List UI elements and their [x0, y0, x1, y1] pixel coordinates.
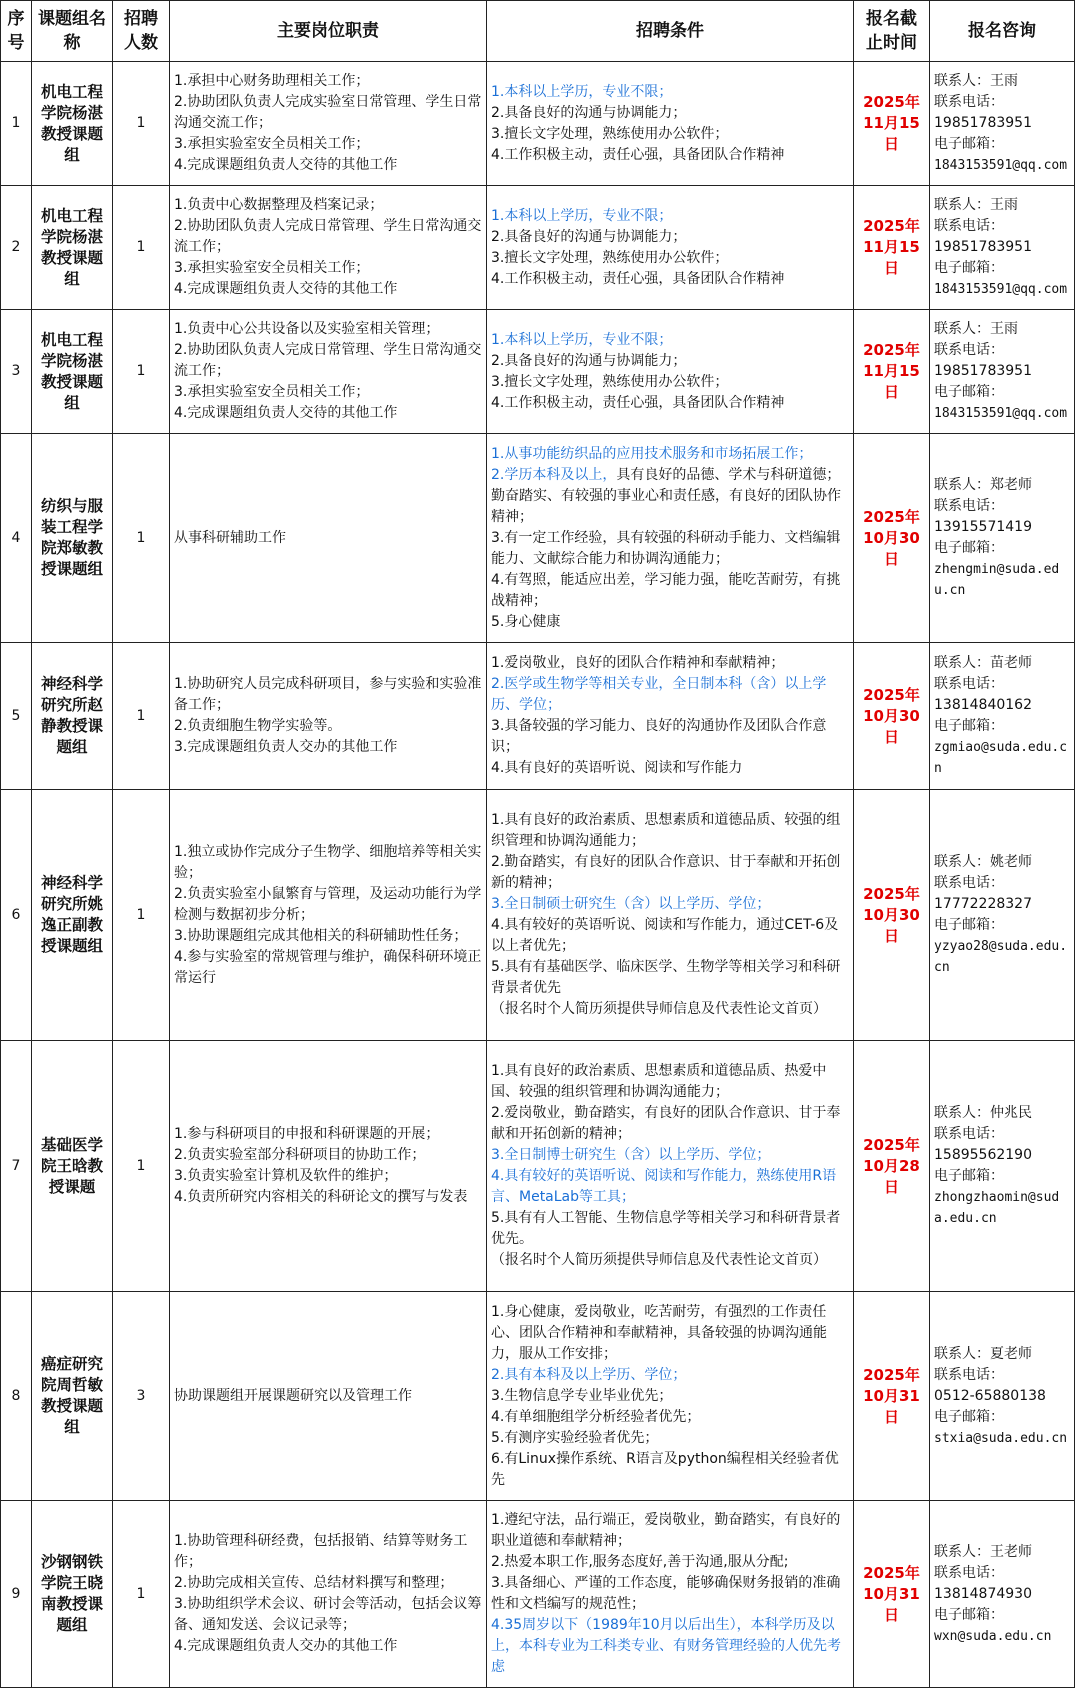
contact-person: 联系人：苗老师: [934, 655, 1032, 671]
duty-item: 1.承担中心财务助理相关工作；: [174, 73, 370, 89]
contact-email: zhengmin@suda.edu.cn: [934, 562, 1060, 598]
contact-email: zhongzhaomin@suda.edu.cn: [934, 1190, 1060, 1226]
duty-item: 4.完成课题组负责人交待的其他工作: [174, 281, 398, 297]
group-name: 癌症研究院周哲敏教授课题组: [32, 1292, 113, 1501]
requirement-item: 2.具备良好的沟通与协调能力；: [491, 228, 687, 245]
group-name: 机电工程学院杨湛教授课题组: [32, 62, 113, 186]
requirement-item: 5.具有有人工智能、生物信息学等相关学习和科研背景者优先。: [491, 1210, 841, 1247]
hire-count: 1: [113, 643, 170, 790]
table-row: [1, 643, 1075, 790]
contact-email: 1843153591@qq.com: [934, 406, 1068, 421]
group-name: 神经科学研究所姚逸正副教授课题组: [32, 790, 113, 1041]
contact-phone: 0512-65880138: [934, 1387, 1046, 1404]
contact-phone: 19851783951: [934, 363, 1032, 379]
contact-cell: [930, 310, 1075, 434]
requirements-cell: [487, 643, 854, 790]
requirement-item: 4.具有良好的英语听说、阅读和写作能力: [491, 760, 743, 776]
duty-item: 2.协助团队负责人完成日常管理、学生日常沟通交流工作；: [174, 218, 482, 255]
contact-phone-label: 联系电话：: [934, 1126, 1004, 1142]
contact-phone-label: 联系电话：: [934, 498, 1004, 514]
requirement-item: 2.医学或生物学等相关专业，全日制本科（含）以上学历、学位；: [491, 676, 827, 713]
requirements-cell: [487, 790, 854, 1041]
header-duties: 主要岗位职责: [170, 1, 487, 62]
deadline: 2025年10月30日: [854, 790, 930, 1041]
requirement-item: 3.全日制硕士研究生（含）以上学历、学位；: [491, 896, 771, 912]
hire-count: 1: [113, 790, 170, 1041]
row-seq: 1: [1, 62, 32, 186]
requirement-item: 3.全日制博士研究生（含）以上学历、学位；: [491, 1147, 771, 1163]
contact-phone: 15895562190: [934, 1147, 1032, 1163]
requirement-item: 1.身心健康，爱岗敬业，吃苦耐劳，有强烈的工作责任心、团队合作精神和奉献精神，具备较强的协调沟通能力，服从工作安排；: [491, 1303, 827, 1362]
duties-cell: [170, 1041, 487, 1292]
row-seq: 3: [1, 310, 32, 434]
requirement-item: 1.本科以上学历，专业不限；: [491, 83, 673, 100]
group-name: 机电工程学院杨湛教授课题组: [32, 186, 113, 310]
deadline: 2025年10月31日: [854, 1292, 930, 1501]
requirement-item: 3.擅长文字处理，熟练使用办公软件；: [491, 249, 729, 266]
requirement-item: 1.本科以上学历，专业不限；: [491, 331, 673, 348]
duty-item: 从事科研辅助工作: [174, 529, 286, 546]
duty-item: 1.协助研究人员完成科研项目，参与实验和实验准备工作；: [174, 676, 482, 713]
requirement-item: 3.擅长文字处理，熟练使用办公软件；: [491, 125, 729, 142]
header-seq: 序号: [1, 1, 32, 62]
deadline: 2025年10月28日: [854, 1041, 930, 1292]
contact-phone-label: 联系电话：: [934, 1564, 1004, 1581]
group-name: 基础医学院王晗教授课题: [32, 1041, 113, 1292]
duty-item: 2.协助完成相关宣传、总结材料撰写和整理；: [174, 1575, 454, 1591]
table-row: [1, 790, 1075, 1041]
contact-email-label: 电子邮箱：: [934, 384, 1004, 400]
requirement-item: 3.有一定工作经验，具有较强的科研动手能力、文档编辑能力、文献综合能力和协调沟通能力；: [491, 529, 841, 567]
duty-item: 3.承担实验室安全员相关工作；: [174, 136, 370, 152]
header-row: [1, 1, 1075, 62]
requirement-item: [491, 465, 849, 528]
duty-item: 1.协助管理科研经费，包括报销、结算等财务工作；: [174, 1533, 468, 1570]
hire-count: 3: [113, 1292, 170, 1501]
contact-cell: [930, 62, 1075, 186]
requirement-item: （报名时个人简历须提供导师信息及代表性论文首页）: [491, 1001, 827, 1017]
duty-item: 3.承担实验室安全员相关工作；: [174, 384, 370, 400]
deadline: 2025年11月15日: [854, 186, 930, 310]
duty-item: 4.完成课题组负责人交办的其他工作: [174, 1638, 398, 1654]
duties-cell: [170, 1292, 487, 1501]
contact-person: 联系人：王雨: [934, 197, 1018, 213]
contact-email-label: 电子邮箱：: [934, 1168, 1004, 1184]
hire-count: 1: [113, 1041, 170, 1292]
requirement-item: 5.身心健康: [491, 613, 561, 630]
header-group: 课题组名称: [32, 1, 113, 62]
table-row: [1, 1501, 1075, 1688]
duty-item: 3.承担实验室安全员相关工作；: [174, 260, 370, 276]
duty-item: 2.协助团队负责人完成日常管理、学生日常沟通交流工作；: [174, 342, 482, 379]
hire-count: 1: [113, 434, 170, 643]
requirement-continuation: 具有良好的品德、学术与科研道德；勤奋踏实、有较强的事业心和责任感，有良好的团队协作精神；: [491, 466, 841, 525]
contact-email: stxia@suda.edu.cn: [934, 1430, 1068, 1446]
requirement-item: 4.工作积极主动，责任心强，具备团队合作精神: [491, 270, 785, 287]
duty-item: 2.负责实验室小鼠繁育与管理，及运动功能行为学检测与数据初步分析；: [174, 885, 482, 923]
requirement-item: 2.具备良好的沟通与协调能力；: [491, 104, 687, 121]
duties-cell: [170, 790, 487, 1041]
group-name: 纺织与服装工程学院郑敏教授课题组: [32, 434, 113, 643]
duty-item: 4.负责所研究内容相关的科研论文的撰写与发表: [174, 1189, 468, 1205]
contact-person: 联系人：姚老师: [934, 854, 1032, 870]
requirement-item: 4.工作积极主动，责任心强，具备团队合作精神: [491, 146, 785, 163]
requirement-highlight: 2.学历本科及以上，: [491, 466, 617, 483]
header-count: 招聘人数: [113, 1, 170, 62]
contact-phone-label: 联系电话：: [934, 342, 1004, 358]
contact-phone: 19851783951: [934, 115, 1032, 131]
requirement-item: 1.本科以上学历，专业不限；: [491, 207, 673, 224]
duties-cell: [170, 310, 487, 434]
contact-email: 1843153591@qq.com: [934, 282, 1068, 297]
contact-email-label: 电子邮箱：: [934, 1408, 1004, 1425]
deadline: 2025年10月30日: [854, 643, 930, 790]
contact-person: 联系人：夏老师: [934, 1345, 1032, 1362]
duty-item: 4.参与实验室的常规管理与维护，确保科研环境正常运行: [174, 948, 482, 986]
table-row: [1, 434, 1075, 643]
requirements-cell: [487, 310, 854, 434]
duty-item: 1.负责中心公共设备以及实验室相关管理；: [174, 321, 440, 337]
requirement-item: 3.生物信息学专业毕业优先；: [491, 1387, 673, 1404]
requirement-item: 1.具有良好的政治素质、思想素质和道德品质、热爱中国、较强的组织管理和协调沟通能力；: [491, 1063, 827, 1100]
requirement-item: 1.从事功能纺织品的应用技术服务和市场拓展工作；: [491, 445, 813, 462]
contact-email: wxn@suda.edu.cn: [934, 1628, 1052, 1644]
requirement-item: 2.具备良好的沟通与协调能力；: [491, 352, 687, 369]
requirement-item: 2.具有本科及以上学历、学位；: [491, 1366, 687, 1383]
contact-cell: [930, 790, 1075, 1041]
requirement-item: 2.爱岗敬业，勤奋踏实，有良好的团队合作意识、甘于奉献和开拓创新的精神；: [491, 1105, 841, 1142]
row-seq: 2: [1, 186, 32, 310]
requirement-item: （报名时个人简历须提供导师信息及代表性论文首页）: [491, 1252, 827, 1268]
contact-email-label: 电子邮箱：: [934, 540, 1004, 556]
requirements-cell: [487, 1041, 854, 1292]
deadline: 2025年11月15日: [854, 62, 930, 186]
contact-cell: [930, 434, 1075, 643]
header-contact: 报名咨询: [930, 1, 1075, 62]
contact-phone-label: 联系电话：: [934, 218, 1004, 234]
hire-count: 1: [113, 310, 170, 434]
header-requirements: 招聘条件: [487, 1, 854, 62]
requirement-item: 4.具有较好的英语听说、阅读和写作能力，熟练使用R语言、MetaLab等工具；: [491, 1168, 837, 1205]
table-row: [1, 1292, 1075, 1501]
hire-count: 1: [113, 62, 170, 186]
requirements-cell: [487, 434, 854, 643]
contact-phone-label: 联系电话：: [934, 676, 1004, 692]
requirement-item: 1.遵纪守法，品行端正，爱岗敬业，勤奋踏实，有良好的职业道德和奉献精神；: [491, 1512, 841, 1549]
duty-item: 协助课题组开展课题研究以及管理工作: [174, 1387, 412, 1404]
duties-cell: [170, 62, 487, 186]
contact-phone-label: 联系电话：: [934, 94, 1004, 110]
table-row: [1, 186, 1075, 310]
hire-count: 1: [113, 186, 170, 310]
header-deadline: 报名截止时间: [854, 1, 930, 62]
contact-phone: 19851783951: [934, 239, 1032, 255]
duty-item: 3.负责实验室计算机及软件的维护；: [174, 1168, 398, 1184]
requirement-item: 2.勤奋踏实，有良好的团队合作意识、甘于奉献和开拓创新的精神；: [491, 854, 841, 891]
requirement-item: 4.具有较好的英语听说、阅读和写作能力，通过CET-6及以上者优先；: [491, 917, 839, 954]
table-row: [1, 1041, 1075, 1292]
duty-item: 2.负责实验室部分科研项目的协助工作；: [174, 1147, 426, 1163]
contact-cell: [930, 186, 1075, 310]
table-row: [1, 310, 1075, 434]
deadline: 2025年10月31日: [854, 1501, 930, 1688]
contact-cell: [930, 1501, 1075, 1688]
requirement-item: 4.35周岁以下（1989年10月以后出生），本科学历及以上，本科专业为工科类专业、有财务管理经验的人优先考虑: [491, 1617, 841, 1675]
row-seq: 4: [1, 434, 32, 643]
requirement-item: 2.热爱本职工作,服务态度好,善于沟通,服从分配;: [491, 1554, 789, 1570]
contact-phone-label: 联系电话：: [934, 1366, 1004, 1383]
contact-phone: 17772228327: [934, 896, 1032, 912]
duty-item: 2.协助团队负责人完成实验室日常管理、学生日常沟通交流工作；: [174, 94, 482, 131]
requirement-item: 4.有驾照，能适应出差，学习能力强，能吃苦耐劳，有挑战精神；: [491, 571, 841, 609]
table-row: [1, 62, 1075, 186]
group-name: 沙钢钢铁学院王晓南教授课题组: [32, 1501, 113, 1688]
duty-item: 1.独立或协作完成分子生物学、细胞培养等相关实验；: [174, 843, 482, 881]
contact-email: zgmiao@suda.edu.cn: [934, 740, 1068, 776]
requirement-item: 3.具备细心、严谨的工作态度，能够确保财务报销的准确性和文档编写的规范性；: [491, 1575, 841, 1612]
row-seq: 8: [1, 1292, 32, 1501]
contact-cell: [930, 1292, 1075, 1501]
requirement-item: 5.具有有基础医学、临床医学、生物学等相关学习和科研背景者优先: [491, 959, 841, 996]
requirements-cell: [487, 186, 854, 310]
requirement-item: 6.有Linux操作系统、R语言及python编程相关经验者优先: [491, 1450, 839, 1488]
contact-cell: [930, 1041, 1075, 1292]
requirements-cell: [487, 1292, 854, 1501]
requirements-cell: [487, 62, 854, 186]
duties-cell: [170, 1501, 487, 1688]
contact-person: 联系人：王老师: [934, 1543, 1032, 1560]
duty-item: 3.完成课题组负责人交办的其他工作: [174, 739, 398, 755]
requirement-item: 4.有单细胞组学分析经验者优先；: [491, 1408, 701, 1425]
group-name: 神经科学研究所赵静教授课题组: [32, 643, 113, 790]
requirement-item: 5.有测序实验经验者优先；: [491, 1429, 659, 1446]
requirement-item: 3.具备较强的学习能力、良好的沟通协作及团队合作意识；: [491, 718, 827, 755]
duty-item: 1.参与科研项目的申报和科研课题的开展；: [174, 1126, 440, 1142]
duty-item: 4.完成课题组负责人交待的其他工作: [174, 405, 398, 421]
group-name: 机电工程学院杨湛教授课题组: [32, 310, 113, 434]
contact-cell: [930, 643, 1075, 790]
contact-person: 联系人：仲兆民: [934, 1105, 1032, 1121]
contact-email-label: 电子邮箱：: [934, 136, 1004, 152]
deadline: 2025年11月15日: [854, 310, 930, 434]
duty-item: 1.负责中心数据整理及档案记录；: [174, 197, 384, 213]
contact-phone: 13814874930: [934, 1585, 1032, 1602]
requirement-item: 1.爱岗敬业，良好的团队合作精神和奉献精神；: [491, 655, 785, 671]
contact-phone-label: 联系电话：: [934, 875, 1004, 891]
contact-email: 1843153591@qq.com: [934, 158, 1068, 173]
duty-item: 3.协助组织学术会议、研讨会等活动，包括会议筹备、通知发送、会议记录等；: [174, 1596, 482, 1633]
contact-email: yzyao28@suda.edu.cn: [934, 939, 1068, 975]
contact-phone: 13915571419: [934, 519, 1032, 535]
contact-email-label: 电子邮箱：: [934, 917, 1004, 933]
duties-cell: [170, 186, 487, 310]
contact-phone: 13814840162: [934, 697, 1032, 713]
duty-item: 3.协助课题组完成其他相关的科研辅助性任务；: [174, 927, 468, 944]
contact-email-label: 电子邮箱：: [934, 1606, 1004, 1623]
row-seq: 5: [1, 643, 32, 790]
requirement-item: 4.工作积极主动，责任心强，具备团队合作精神: [491, 394, 785, 411]
duties-cell: [170, 643, 487, 790]
contact-person: 联系人：王雨: [934, 73, 1018, 89]
duty-item: 2.负责细胞生物学实验等。: [174, 718, 342, 734]
duties-cell: [170, 434, 487, 643]
deadline: 2025年10月30日: [854, 434, 930, 643]
requirement-item: 3.擅长文字处理，熟练使用办公软件；: [491, 373, 729, 390]
row-seq: 7: [1, 1041, 32, 1292]
row-seq: 9: [1, 1501, 32, 1688]
contact-person: 联系人：郑老师: [934, 477, 1032, 493]
duty-item: 4.完成课题组负责人交待的其他工作: [174, 157, 398, 173]
contact-email-label: 电子邮箱：: [934, 260, 1004, 276]
contact-person: 联系人：王雨: [934, 321, 1018, 337]
requirement-item: 1.具有良好的政治素质、思想素质和道德品质、较强的组织管理和协调沟通能力；: [491, 812, 841, 849]
hire-count: 1: [113, 1501, 170, 1688]
row-seq: 6: [1, 790, 32, 1041]
requirements-cell: [487, 1501, 854, 1688]
contact-email-label: 电子邮箱：: [934, 718, 1004, 734]
